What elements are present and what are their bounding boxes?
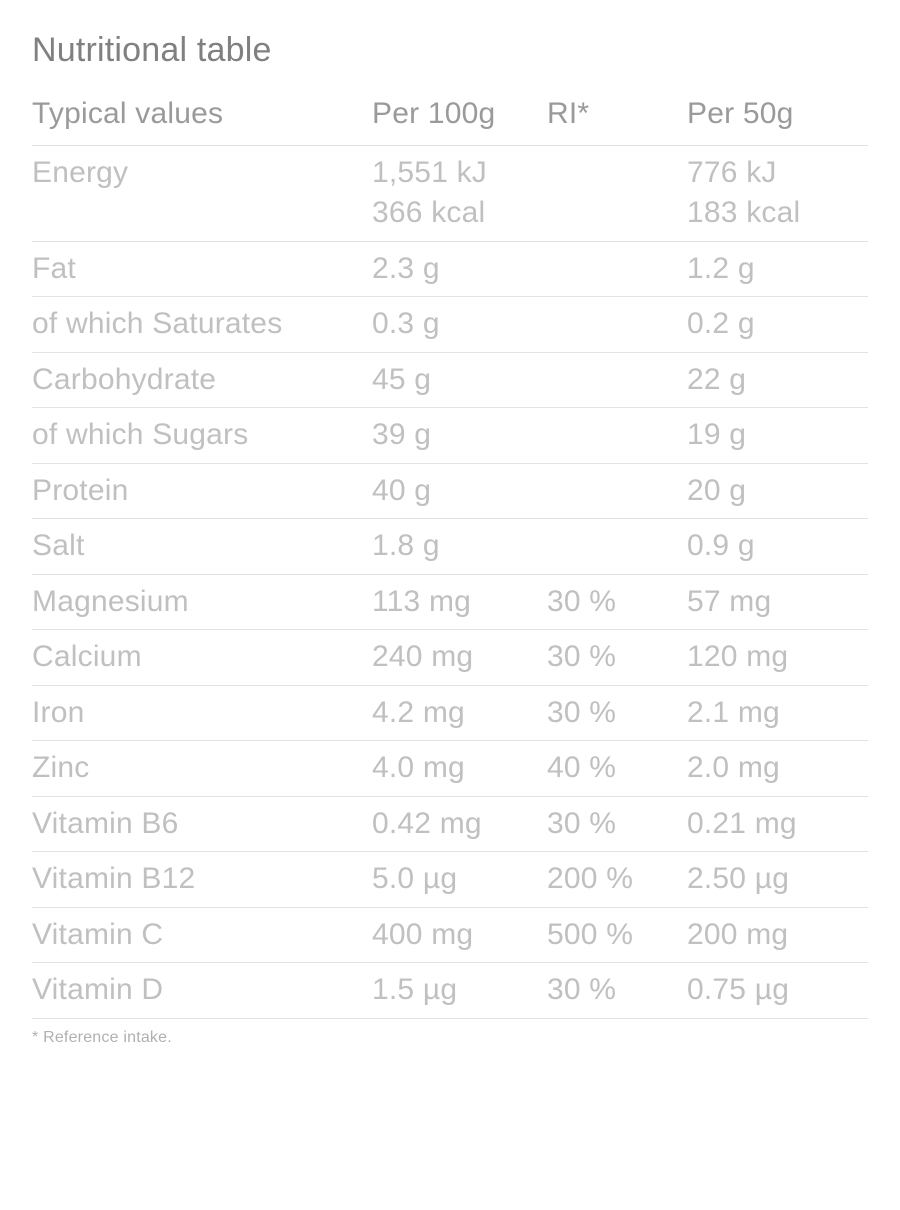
row-value-per-50g: 2.50 µg <box>687 852 868 908</box>
row-value-ri: 30 % <box>547 963 687 1019</box>
row-value-ri <box>547 352 687 408</box>
row-value-ri <box>547 408 687 464</box>
row-label: Protein <box>32 463 372 519</box>
row-value-per-100g: 400 mg <box>372 907 547 963</box>
row-value-ri: 30 % <box>547 630 687 686</box>
row-value-per-50g: 1.2 g <box>687 241 868 297</box>
row-value-per-100g: 5.0 µg <box>372 852 547 908</box>
row-value-per-100g: 4.0 mg <box>372 741 547 797</box>
column-header-per-50g: Per 50g <box>687 97 868 146</box>
table-row <box>32 519 868 575</box>
table-row <box>32 297 868 353</box>
row-value-per-50g: 776 kJ <box>687 155 777 189</box>
row-value-ri <box>547 297 687 353</box>
row-value-ri: 30 % <box>547 796 687 852</box>
row-value-per-100g: 113 mg <box>372 574 547 630</box>
row-value-ri: 30 % <box>547 685 687 741</box>
row-label: Vitamin B6 <box>32 796 372 852</box>
row-value-per-50g: 20 g <box>687 463 868 519</box>
row-value-per-100g: 0.42 mg <box>372 796 547 852</box>
row-value-per-50g: 120 mg <box>687 630 868 686</box>
row-value-per-50g: 200 mg <box>687 907 868 963</box>
row-value-ri: 500 % <box>547 907 687 963</box>
row-value-per-50g: 2.0 mg <box>687 741 868 797</box>
nutrition-table <box>32 97 868 1019</box>
row-value-per-100g: 1.5 µg <box>372 963 547 1019</box>
table-row <box>32 463 868 519</box>
table-row <box>32 193 868 241</box>
row-value-ri: 40 % <box>547 741 687 797</box>
table-row <box>32 241 868 297</box>
row-value-ri: 30 % <box>547 574 687 630</box>
row-label <box>32 193 372 241</box>
row-value-per-100g: 0.3 g <box>372 297 547 353</box>
row-value-per-100g: 4.2 mg <box>372 685 547 741</box>
column-header-ri: RI* <box>547 97 687 146</box>
table-row <box>32 630 868 686</box>
row-label: Fat <box>32 241 372 297</box>
table-row <box>32 741 868 797</box>
row-value-ri <box>547 145 687 193</box>
row-label: Vitamin B12 <box>32 852 372 908</box>
row-value-per-100g: 39 g <box>372 408 547 464</box>
row-value-per-100g: 45 g <box>372 352 547 408</box>
row-value-per-50g: 0.2 g <box>687 297 868 353</box>
table-header-row <box>32 97 868 146</box>
table-row <box>32 145 868 193</box>
row-label: Iron <box>32 685 372 741</box>
row-value-per-50g: 183 kcal <box>687 193 868 241</box>
row-label: Energy <box>32 155 129 189</box>
row-value-per-100g: 366 kcal <box>372 193 547 241</box>
row-value-ri <box>547 193 687 241</box>
table-body <box>32 145 868 1018</box>
row-value-per-50g: 0.9 g <box>687 519 868 575</box>
row-label: Vitamin D <box>32 963 372 1019</box>
row-label: of which Sugars <box>32 408 372 464</box>
table-row <box>32 574 868 630</box>
row-value-per-100g: 240 mg <box>372 630 547 686</box>
row-value-ri <box>547 241 687 297</box>
row-label: Salt <box>32 519 372 575</box>
table-row <box>32 685 868 741</box>
row-value-per-50g: 2.1 mg <box>687 685 868 741</box>
row-label: Zinc <box>32 741 372 797</box>
table-row <box>32 408 868 464</box>
row-value-per-50g: 22 g <box>687 352 868 408</box>
table-row <box>32 796 868 852</box>
row-label: Calcium <box>32 630 372 686</box>
row-value-per-100g: 1,551 kJ <box>372 155 488 189</box>
row-value-per-50g: 19 g <box>687 408 868 464</box>
column-header-typical-values: Typical values <box>32 97 372 146</box>
row-value-per-100g: 2.3 g <box>372 241 547 297</box>
table-row <box>32 963 868 1019</box>
row-label: Carbohydrate <box>32 352 372 408</box>
footnote: * Reference intake. <box>32 1028 172 1046</box>
page-title: Nutritional table <box>32 31 272 69</box>
table-row <box>32 907 868 963</box>
table-row <box>32 352 868 408</box>
row-value-ri: 200 % <box>547 852 687 908</box>
table-row <box>32 852 868 908</box>
column-header-per-100g: Per 100g <box>372 97 547 146</box>
row-label: Magnesium <box>32 574 372 630</box>
row-value-ri <box>547 519 687 575</box>
row-value-per-50g: 0.21 mg <box>687 796 868 852</box>
row-value-ri <box>547 463 687 519</box>
row-value-per-50g: 0.75 µg <box>687 963 868 1019</box>
row-label: of which Saturates <box>32 297 372 353</box>
row-value-per-100g: 40 g <box>372 463 547 519</box>
row-label: Vitamin C <box>32 907 372 963</box>
row-value-per-50g: 57 mg <box>687 574 868 630</box>
row-value-per-100g: 1.8 g <box>372 519 547 575</box>
